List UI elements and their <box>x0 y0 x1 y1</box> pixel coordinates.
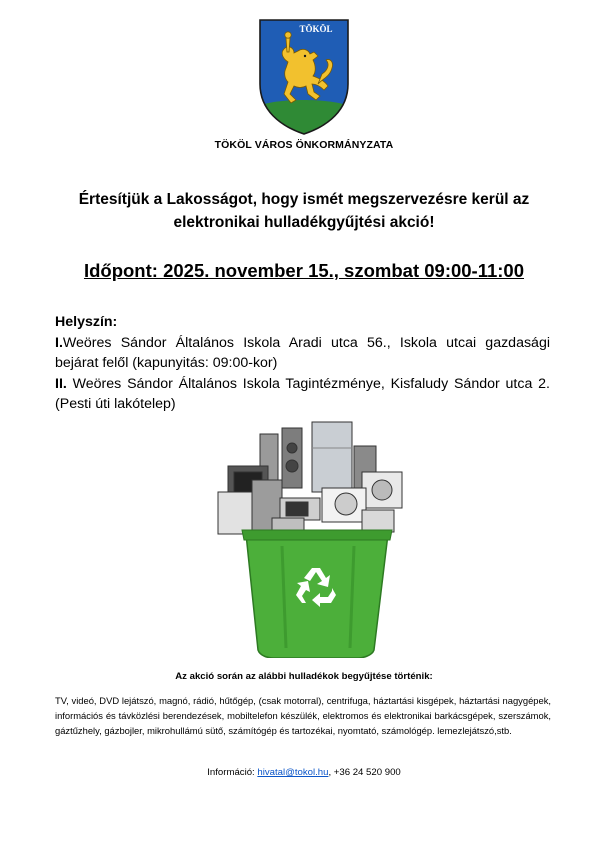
venue-heading: Helyszín: <box>55 314 118 330</box>
electronics-recycling-bin-image <box>212 418 408 658</box>
contact-label: Információ: <box>207 767 258 778</box>
contact-phone: , +36 24 520 900 <box>328 767 401 778</box>
collection-title: Az akció során az alábbi hulladékok begyűjtése történik: <box>175 671 433 682</box>
announcement-intro: Értesítjük a Lakosságot, hogy ismét megszervezésre kerül az elektronikai hulladékgyűjtési akció! <box>78 191 530 231</box>
organization-name: TÖKÖL VÁROS ÖNKORMÁNYZATA <box>214 139 394 151</box>
venue-location-2: II. Weöres Sándor Általános Iskola Tagintézménye, Kisfaludy Sándor utca 2. (Pesti úti lakótelep) <box>55 375 550 412</box>
crest-text: TÖKÖL <box>299 24 333 34</box>
venue-section <box>55 312 550 415</box>
event-datetime: Időpont: 2025. november 15., szombat 09:00-11:00 <box>83 260 525 281</box>
email-link[interactable]: hivatal@tokol.hu <box>257 767 329 778</box>
venue-location-1: I.Weöres Sándor Általános Iskola Aradi utca 56., Iskola utcai gazdasági bejárat felől (kapunyitás: 09:00-kor) <box>55 334 550 371</box>
accepted-items-list: TV, videó, DVD lejátszó, magnó, rádió, hűtőgép, (csak motorral), centrifuga, háztartási kisgépek, háztartási nagygépek, információs és távközlési berendezések, mobiltelefon készülék, elektromos és elektronikai barkácsgépek, szerszámok, gáztűzhely, gázbojler, mikrohullámú sütő, számítógép és tartozékai, nyomtató, számológép. lemezlejátszó,stb. <box>55 695 551 736</box>
contact-info <box>0 767 608 778</box>
town-crest-logo <box>258 18 350 136</box>
electronics-pile <box>218 422 402 534</box>
